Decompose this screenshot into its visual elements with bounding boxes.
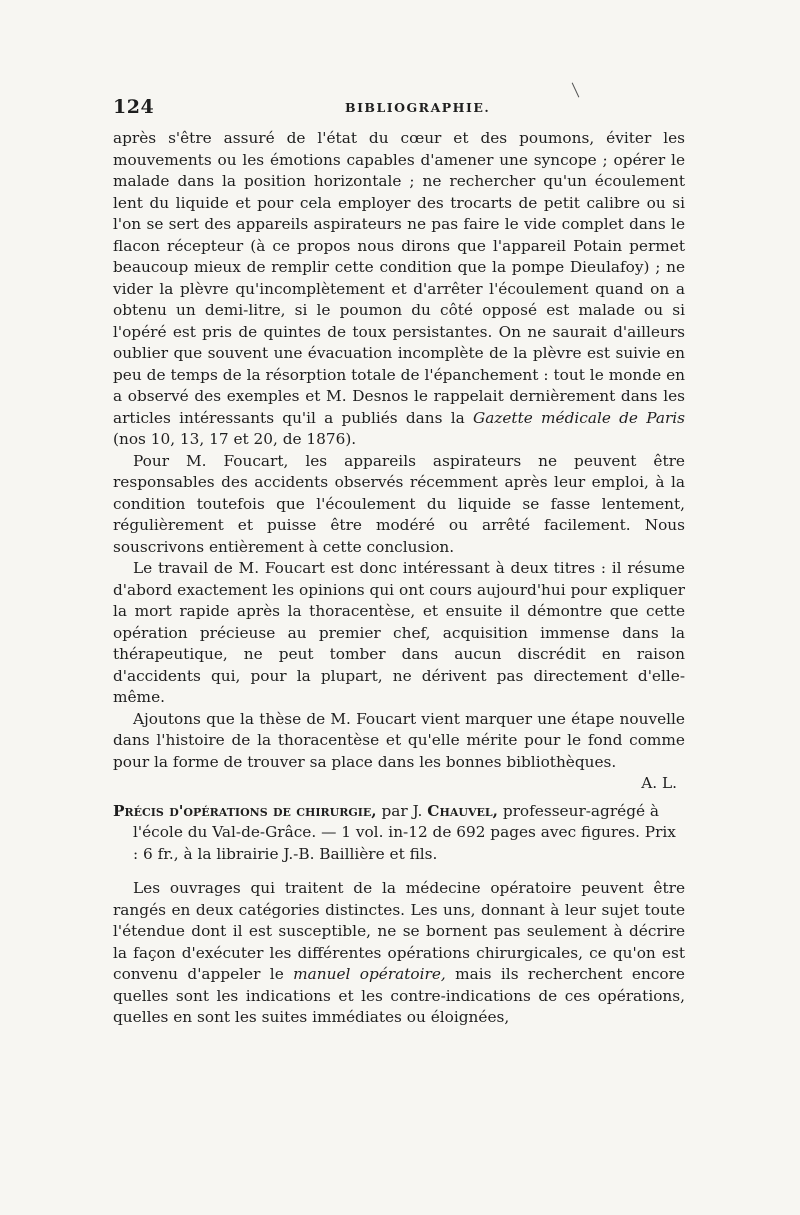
journal-title: Gazette médicale de Paris [472,408,685,427]
review-paragraph-1-text: Les ouvrages qui traitent de la médecine opératoire peuvent être rangés en deux catégories distinctes. Les uns, donnant à leur sujet toute l'étendue dont il est susceptible, ne se bornent pas seulement à décrire la façon d'exécuter les différentes opérations chirurgicales, ce qu'on est convenu d'appeler le [113,879,685,983]
review-paragraph-1-end: mais ils recherchent encore quelles sont les indications et les contre-indications de ces opérations, quelles en sont les suites immédiates ou éloignées, [113,965,685,1026]
paragraph-1-end: (nos 10, 13, 17 et 20, de 1876). [113,430,357,448]
review-details: professeur-agrégé à l'école du Val-de-Grâce. — 1 vol. in-12 de 692 pages avec figures. Prix : 6 fr., à la librairie J.-B. Baillière et fils. [133,801,676,863]
paragraph-3: Le travail de M. Foucart est donc intéressant à deux titres : il résume d'abord exactement les opinions qui ont cours aujourd'hui pour expliquer la mort rapide après la thoracentèse, et ensuite il démontre que cette opération précieuse au premier chef, acquisition immense dans la thérapeutique, ne peut tomber dans aucun discrédit en raison d'accidents qui, pour la plupart, ne dérivent pas directement d'elle-même. [113,559,685,706]
review-author: Chauvel, [427,801,498,820]
paragraph-2: Pour M. Foucart, les appareils aspirateurs ne peuvent être responsables des accidents observés récemment après leur emploi, à la condition toutefois que l'écoulement du liquide se fasse lentement, régulièrement et puisse être modéré ou arrêté facilement. Nous souscrivons entièrement à cette conclusion. [113,451,685,556]
review-by: par J. [376,801,428,820]
review-heading [113,801,685,866]
review-book-title: Précis d'opérations de chirurgie, [113,801,377,820]
page-header [113,96,685,118]
paragraph-1 [113,128,685,451]
manual-term: manuel opératoire, [293,965,446,983]
paragraph-1-text: après s'être assuré de l'état du cœur et des poumons, éviter les mouvements ou les émotions capables d'amener une syncope ; opérer le malade dans la position horizontale ; ne rechercher qu'un écoulement lent du liquide et pour cela employer des trocarts de petit calibre ou si l'on se sert des appareils aspirateurs ne pas faire le vide complet dans le flacon récepteur (à ce propos nous dirons que l'appareil Potain permet beaucoup mieux de remplir cette condition que la pompe Dieulafoy) ; ne vider la plèvre qu'incomplètement et d'arrêter l'écoulement quand on a obtenu un demi-litre, si le poumon du côté opposé est malade ou si l'opéré est pris de quintes de toux persistantes. On ne saurait d'ailleurs oublier que souvent une évacuation incomplète de la plèvre est suivie en peu de temps de la résorption totale de l'épanchement : tout le monde en a observé des exemples et M. Desnos le rappelait dernièrement dans les articles intéressants qu'il a publiés dans la [113,129,685,427]
page-body [113,128,685,1029]
review-paragraph-1 [113,878,685,1029]
page-number: 124 [113,96,155,118]
running-title: BIBLIOGRAPHIE. [345,100,491,115]
paragraph-4: Ajoutons que la thèse de M. Foucart vient marquer une étape nouvelle dans l'histoire de la thoracentèse et qu'elle mérite pour le fond comme pour la forme de trouver sa place dans les bonnes bibliothèques. [113,709,685,771]
author-signature: A. L. [641,774,677,792]
